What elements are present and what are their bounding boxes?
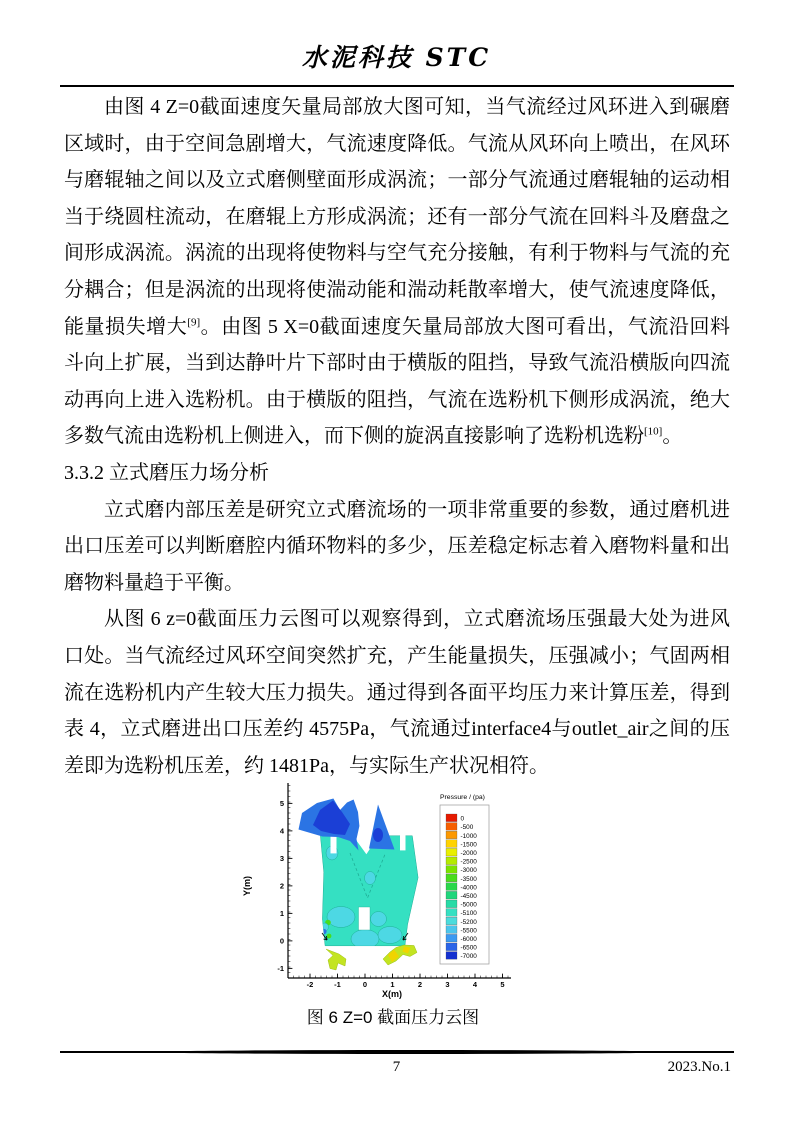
svg-text:-5000: -5000 [460,901,477,909]
svg-text:-2000: -2000 [460,850,477,857]
issue-label: 2023.No.1 [667,1059,731,1075]
svg-text:-6500: -6500 [460,944,477,952]
article-body [64,89,730,784]
svg-text:2: 2 [417,980,423,989]
paragraph: 立式磨内部压差是研究立式磨流场的一项非常重要的参数，通过磨机进出口压差可以判断磨腔内循环物料的多少，压差稳定标志着入磨物料量和出磨物料量趋于平衡。 [64,498,730,594]
svg-text:-2: -2 [306,980,314,989]
journal-title: 水泥科技 STC [301,43,492,72]
paragraph: 从图 6 z=0截面压力云图可以观察得到，立式磨流场压强最大处为进风口处。当气流经过风环空间突然扩充，产生能量损失，压强减小；气固两相流在选粉机内产生较大压力损失。通过得到各面平均压力来计算压差，得到表 4，立式磨进出口压差约 4575Pa，气流通过interface4与outlet_air之间的压差即为选粉机压差，约 1481Pa，与实际生产状况相符。 [64,608,730,777]
svg-text:2: 2 [279,881,284,891]
section-heading: 3.3.2 立式磨压力场分析 [64,461,269,484]
svg-text:-5100: -5100 [460,910,477,918]
pressure-contour-plot [238,779,548,1005]
svg-text:4: 4 [472,980,478,989]
svg-text:5: 5 [279,798,284,808]
svg-text:3: 3 [445,980,450,989]
x-axis-label: X(m) [382,989,402,999]
svg-text:0: 0 [460,815,465,823]
footer-rule [60,1051,734,1053]
figure-caption: 图 6 Z=0 截面压力云图 [306,1008,480,1027]
svg-text:-5200: -5200 [460,918,477,926]
figure-6 [238,779,548,1005]
svg-text:-500: -500 [460,824,474,832]
header-rule [60,85,734,87]
svg-text:0: 0 [279,936,284,946]
page-number: 7 [392,1059,401,1075]
svg-text:0: 0 [362,980,368,989]
colorbar-legend [440,794,489,964]
svg-text:-1: -1 [334,980,341,989]
contour-shapes [299,799,419,971]
svg-text:5: 5 [500,980,505,989]
y-axis-label: Y(m) [242,876,252,896]
svg-text:4: 4 [279,826,284,836]
svg-text:-1500: -1500 [460,841,477,849]
svg-text:3: 3 [279,853,284,863]
svg-text:-3000: -3000 [460,867,477,875]
svg-text:-3500: -3500 [460,875,477,883]
svg-text:-6000: -6000 [460,936,477,943]
svg-text:-2500: -2500 [460,858,477,866]
svg-text:-4500: -4500 [460,893,477,900]
legend-title: Pressure / (pa) [440,794,485,801]
svg-text:-1: -1 [277,963,284,973]
svg-text:-4000: -4000 [460,884,477,892]
svg-text:-7000: -7000 [460,953,477,961]
svg-text:-5500: -5500 [460,927,477,935]
svg-text:1: 1 [279,908,284,918]
svg-text:-1000: -1000 [460,832,477,840]
paragraph: 由图 4 Z=0截面速度矢量局部放大图可知，当气流经过风环进入到碾磨区域时，由于空间急剧增大，气流速度降低。气流从风环向上喷出，在风环与磨辊轴之间以及立式磨侧壁面形成涡流；一部分气流通过磨辊轴的运动相当于绕圆柱流动，在磨辊上方形成涡流；还有一部分气流在回料斗及磨盘之间形成涡流。涡流的出现将使物料与空气充分接触，有利于物料与气流的充分耦合；但是涡流的出现将使湍动能和湍动耗散率增大，使气流速度降低，能量损失增大[9]。由图 5 X=0截面速度矢量局部放大图可看出，气流沿回料斗向上扩展，当到达静叶片下部时由于横版的阻挡，导致气流沿横版向四流动再向上进入选粉机。由于横版的阻挡，气流在选粉机下侧形成涡流，绝大多数气流由选粉机上侧进入，而下侧的旋涡直接影响了选粉机选粉[10]。 [64,96,730,448]
svg-text:1: 1 [390,980,395,989]
